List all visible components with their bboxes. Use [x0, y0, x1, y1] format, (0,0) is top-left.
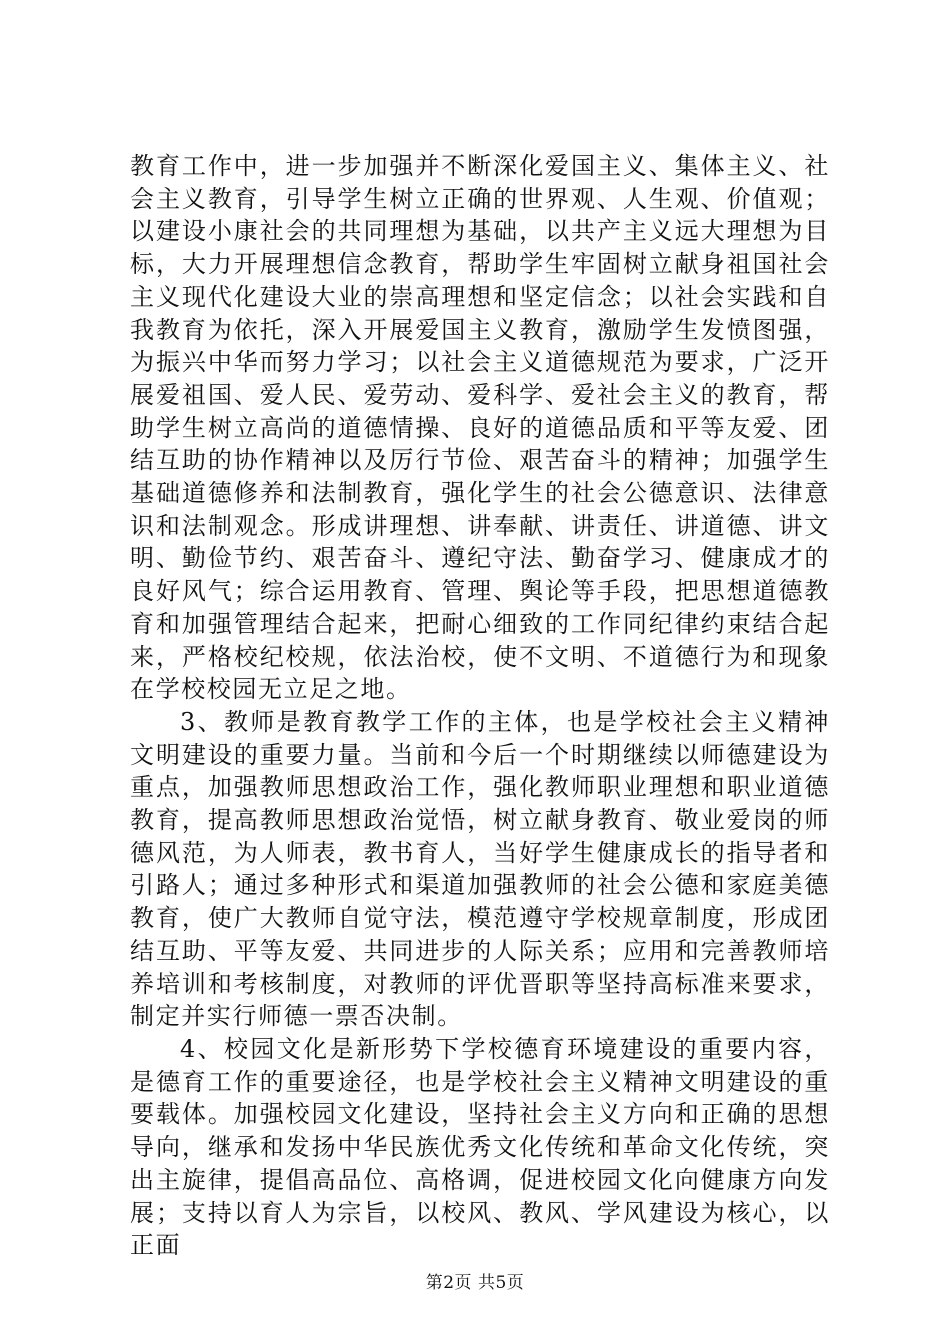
page-number-footer: 第2页 共5页 — [425, 1273, 525, 1293]
document-body — [130, 150, 830, 1262]
paragraph-1: 教育工作中，进一步加强并不断深化爱国主义、集体主义、社会主义教育，引导学生树立正确的世界观、人生观、价值观；以建设小康社会的共同理想为基础，以共产主义远大理想为目标，大力开展理想信念教育，帮助学生牢固树立献身祖国社会主义现代化建设大业的崇高理想和坚定信念；以社会实践和自我教育为依托，深入开展爱国主义教育，激励学生发愤图强，为振兴中华而努力学习；以社会主义道德规范为要求，广泛开展爱祖国、爱人民、爱劳动、爱科学、爱社会主义的教育，帮助学生树立高尚的道德情操、良好的道德品质和平等友爱、团结互助的协作精神以及厉行节俭、艰苦奋斗的精神；加强学生基础道德修养和法制教育，强化学生的社会公德意识、法律意识和法制观念。形成讲理想、讲奉献、讲责任、讲道德、讲文明、勤俭节约、艰苦奋斗、遵纪守法、勤奋学习、健康成才的良好风气；综合运用教育、管理、舆论等手段，把思想道德教育和加强管理结合起来，把耐心细致的工作同纪律约束结合起来，严格校纪校规，依法治校，使不文明、不道德行为和现象在学校校园无立足之地。 — [130, 152, 830, 704]
paragraph-2: 3、教师是教育教学工作的主体，也是学校社会主义精神文明建设的重要力量。当前和今后一个时期继续以师德建设为重点，加强教师思想政治工作，强化教师职业理想和职业道德教育，提高教师思想政治觉悟，树立献身教育、敬业爱岗的师德风范，为人师表，教书育人，当好学生健康成长的指导者和引路人；通过多种形式和渠道加强教师的社会公德和家庭美德教育，使广大教师自觉守法，模范遵守学校规章制度，形成团结互助、平等友爱、共同进步的人际关系；应用和完善教师培养培训和考核制度，对教师的评优晋职等坚持高标准来要求，制定并实行师德一票否决制。 — [130, 707, 830, 1031]
paragraph-3: 4、校园文化是新形势下学校德育环境建设的重要内容，是德育工作的重要途径，也是学校社会主义精神文明建设的重要载体。加强校园文化建设，坚持社会主义方向和正确的思想导向，继承和发扬中华民族优秀文化传统和革命文化传统，突出主旋律，提倡高品位、高格调，促进校园文化向健康方向发展；支持以育人为宗旨，以校风、教风、学风建设为核心，以正面 — [130, 1034, 830, 1260]
